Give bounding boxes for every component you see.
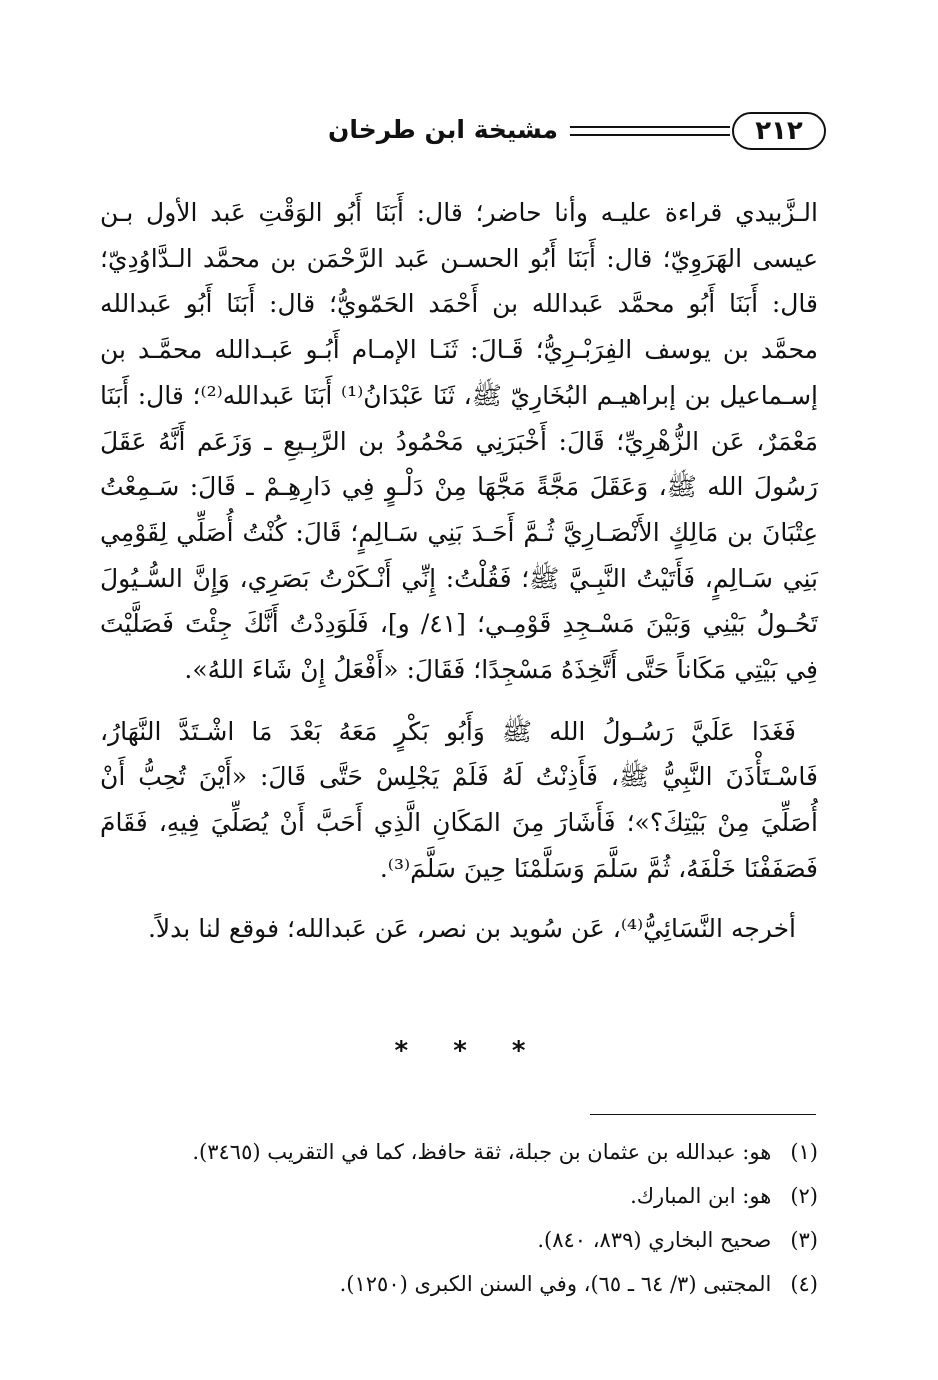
footnote-number: (٣): [790, 1228, 818, 1252]
footnote-text: هو: عبدالله بن عثمان بن جبلة، ثقة حافظ، كما في التقريب (٣٤٦٥).: [192, 1140, 772, 1164]
section-separator: * * *: [394, 1036, 544, 1066]
footnote-rule: [590, 1114, 816, 1115]
footnote-text: المجتبى (٣/ ٦٤ ـ ٦٥)، وفي السنن الكبرى (١٢٥٠).: [339, 1272, 772, 1296]
footnote-3: [100, 1218, 818, 1262]
footnote-2: [100, 1174, 818, 1218]
main-text: [100, 190, 818, 951]
book-title: مشيخة ابن طرخان: [327, 115, 558, 144]
paragraph-3: أخرجه النَّسَائِيُّ⁽⁴⁾، عَن سُويد بن نصر، عَن عَبدالله؛ فوقع لنا بدلاً.: [147, 913, 796, 943]
footnote-4: [100, 1262, 818, 1306]
page-header: [96, 108, 826, 158]
page-number: ٢١٢: [732, 112, 826, 150]
paragraph-2: فَغَدَا عَلَيَّ رَسُـولُ الله ﷺ وَأَبُو بَكْرٍ مَعَهُ بَعْدَ مَا اشْـتَدَّ النَّهَارُ، فَاسْـتَأْذَنَ النَّبِيُّ ﷺ، فَأَذِنْتُ لَهُ فَلَمْ يَجْلِسْ حَتَّى قَالَ: «أَيْنَ تُحِبُّ أَنْ أُصَلِّيَ مِنْ بَيْتِكَ؟»؛ فَأَشَارَ مِنَ المَكَانِ الَّذِي أَحَبَّ أَنْ يُصَلِّيَ فِيهِ، فَقَامَ فَصَفَفْنَا خَلْفَهُ، ثُمَّ سَلَّمَ وَسَلَّمْنَا حِينَ سَلَّمَ⁽³⁾.: [100, 716, 818, 883]
footnote-number: (١): [790, 1140, 818, 1164]
footnote-number: (٤): [790, 1272, 818, 1296]
footnote-text: هو: ابن المبارك.: [630, 1184, 772, 1208]
footnote-1: [100, 1130, 818, 1174]
paragraph-1: الـزَّبيدي قراءة عليـه وأنا حاضر؛ قال: أَبَنَا أَبُو الوَقْتِ عَبد الأول بـن عيسى الهَرَوِيّ؛ قال: أَبَنَا أَبُو الحسـن عَبد الرَّحْمَن بن محمَّد الـدَّاوُدِيّ؛ قال: أَبَنَا أَبُو محمَّد عَبدالله بن أَحْمَد الحَمّويُّ؛ قال: أَبَنَا أَبُو عَبدالله محمَّد بن يوسف الفِرَبْـرِيُّ؛ قَـالَ: ثَنَـا الإمـام أَبُـو عَبـدالله محمَّـد بن إسـماعيل بن إبراهيـم البُخَارِيّ ﷺ، ثَنَا عَبْدَانُ⁽¹⁾ أَبَنَا عَبدالله⁽²⁾؛ قال: أَبَنَا مَعْمَرٌ، عَن الزُّهْرِيِّ؛ قَالَ: أَخْبَرَنِي مَحْمُودُ بن الرَّبِـيعِ ـ وَزَعَم أَنَّهُ عَقَلَ رَسُولَ الله ﷺ، وَعَقَلَ مَجَّةً مَجَّهَا مِنْ دَلْـوٍ فِي دَارِهِـمْ ـ قَالَ: سَـمِعْتُ عِتْبَانَ بن مَالِكٍ الأَنْصَـارِيَّ ثُـمَّ أَحَـدَ بَنِي سَـالِمٍ؛ قَالَ: كُنْتُ أُصَلِّي لِقَوْمِي بَنِي سَـالِمٍ، فَأَتَيْتُ النَّبِـيَّ ﷺ؛ فَقُلْتُ: إِنِّي أَنْـكَرْتُ بَصَرِي، وَإِنَّ السُّـيُولَ تَحُـولُ بَيْنِي وَبَيْنَ مَسْـجِدِ قَوْمِـي؛ [٤١/ و]، فَلَوَدِدْتُ أَنَّكَ جِئْتَ فَصَلَّيْتَ فِي بَيْتِي مَكَاناً حَتَّى أَتَّخِذَهُ مَسْجِدًا؛ فَقَالَ: «أَفْعَلُ إِنْ شَاءَ اللهُ».: [100, 198, 819, 685]
footnote-number: (٢): [790, 1184, 818, 1208]
footnote-text: صحيح البخاري (٨٣٩، ٨٤٠).: [537, 1228, 772, 1252]
footnotes: [100, 1130, 818, 1306]
header-rule: [570, 126, 730, 136]
